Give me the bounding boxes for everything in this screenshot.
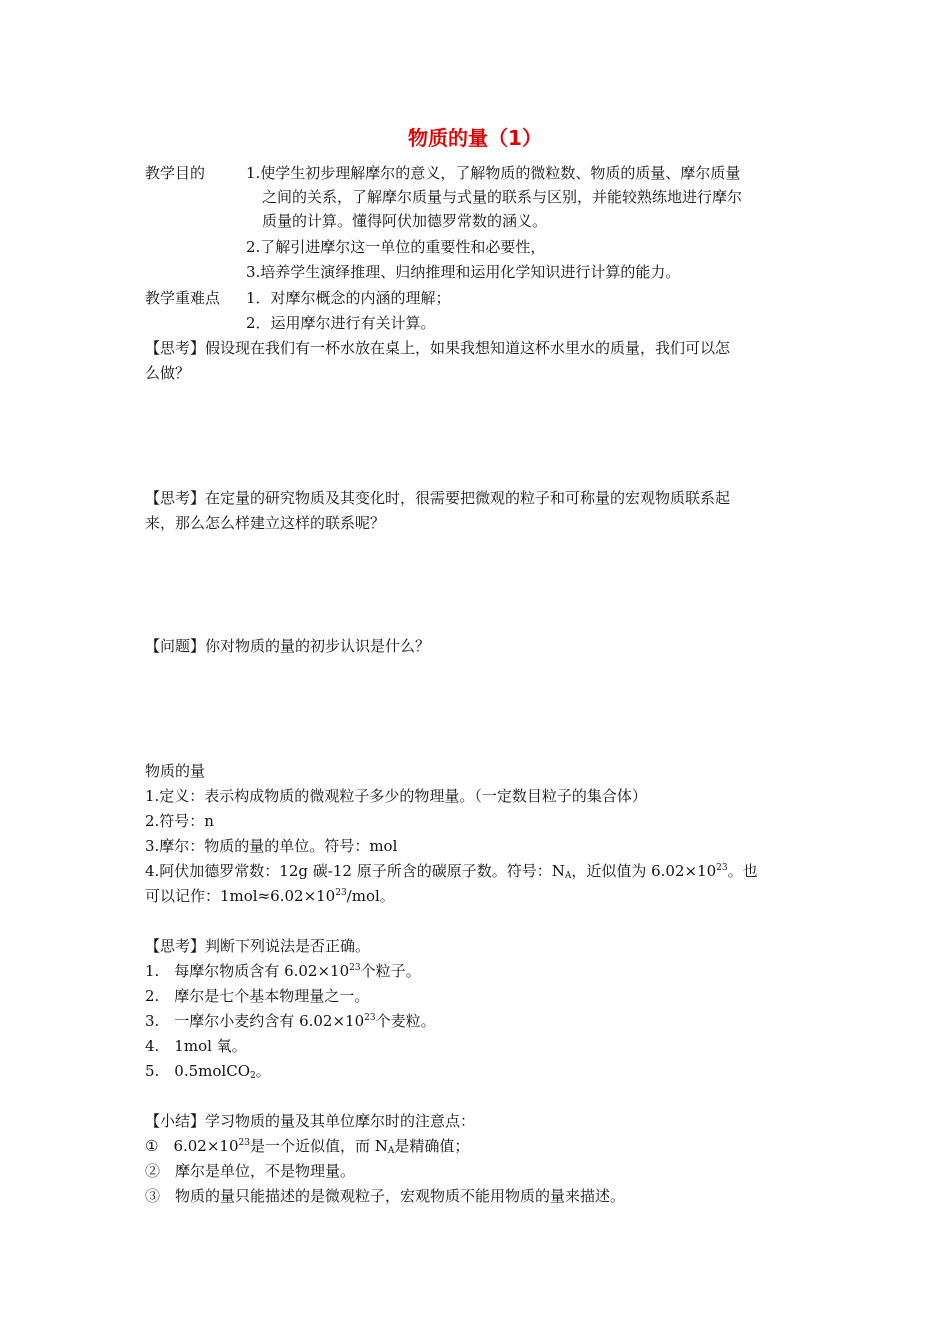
think2-line1: 【思考】在定量的研究物质及其变化时，很需要把微观的粒子和可称量的宏观物质联系起 — [145, 489, 731, 507]
concept-avogadro-cont: 可以记作：$1mol\approx 6.02\times 10^{23}$/mol。 — [145, 887, 395, 905]
objective-item-3: 3.培养学生演绎推理、归纳推理和运用化学知识进行计算的能力。 — [246, 263, 681, 281]
concept-symbol: 2.符号：n — [145, 812, 214, 830]
objectives-label: 教学目的 — [145, 164, 206, 182]
think3-statement-1: 1. 每摩尔物质含有 $6.02\times 10^{23}$个粒子。 — [145, 962, 421, 980]
concept-avogadro: 4.阿伏加德罗常数：12g 碳-12 原子所含的碳原子数。符号：$N_A$，近似值为 $6.02\times 10^{23}$。也 — [145, 862, 758, 881]
think3-statement-5: 5. 0.5molCO$_2$。 — [145, 1062, 271, 1081]
summary-point-2: ② 摩尔是单位，不是物理量。 — [145, 1162, 356, 1180]
think1-line2: 么做？ — [145, 364, 191, 382]
think3-heading: 【思考】判断下列说法是否正确。 — [145, 937, 371, 955]
think1-line1: 【思考】假设现在我们有一杯水放在桌上，如果我想知道这杯水里水的质量，我们可以怎 — [145, 339, 731, 357]
key-point-2: 2．运用摩尔进行有关计算。 — [246, 314, 436, 332]
concept-heading: 物质的量 — [145, 762, 206, 780]
concept-definition: 1.定义：表示构成物质的微观粒子多少的物理量。（一定数目粒子的集合体） — [145, 787, 647, 805]
concept-mole: 3.摩尔：物质的量的单位。符号：mol — [145, 837, 398, 855]
objective-item-1-cont2: 质量的计算。懂得阿伏加德罗常数的涵义。 — [262, 212, 548, 230]
objective-item-1: 1.使学生初步理解摩尔的意义，了解物质的微粒数、物质的质量、摩尔质量 — [246, 164, 741, 182]
objective-item-1-cont: 之间的关系，了解摩尔质量与式量的联系与区别，并能较熟练地进行摩尔 — [262, 188, 743, 206]
summary-heading: 【小结】学习物质的量及其单位摩尔时的注意点： — [145, 1112, 476, 1130]
key-point-1: 1．对摩尔概念的内涵的理解； — [246, 289, 451, 307]
key-points-label: 教学重难点 — [145, 289, 221, 307]
question-line: 【问题】你对物质的量的初步认识是什么？ — [145, 637, 431, 655]
think3-statement-2: 2. 摩尔是七个基本物理量之一。 — [145, 987, 370, 1005]
page-title: 物质的量（1） — [408, 126, 542, 150]
think2-line2: 来，那么怎么样建立这样的联系呢？ — [145, 514, 386, 532]
summary-point-1: ① $6.02\times 10^{23}$是一个近似值，而 $N_A$是精确值； — [145, 1137, 470, 1156]
objective-item-2: 2.了解引进摩尔这一单位的重要性和必要性， — [246, 238, 546, 256]
summary-point-3: ③ 物质的量只能描述的是微观粒子，宏观物质不能用物质的量来描述。 — [145, 1187, 626, 1205]
think3-statement-3: 3. 一摩尔小麦约含有 $6.02\times 10^{23}$个麦粒。 — [145, 1012, 436, 1030]
think3-statement-4: 4. 1mol 氧。 — [145, 1037, 247, 1055]
